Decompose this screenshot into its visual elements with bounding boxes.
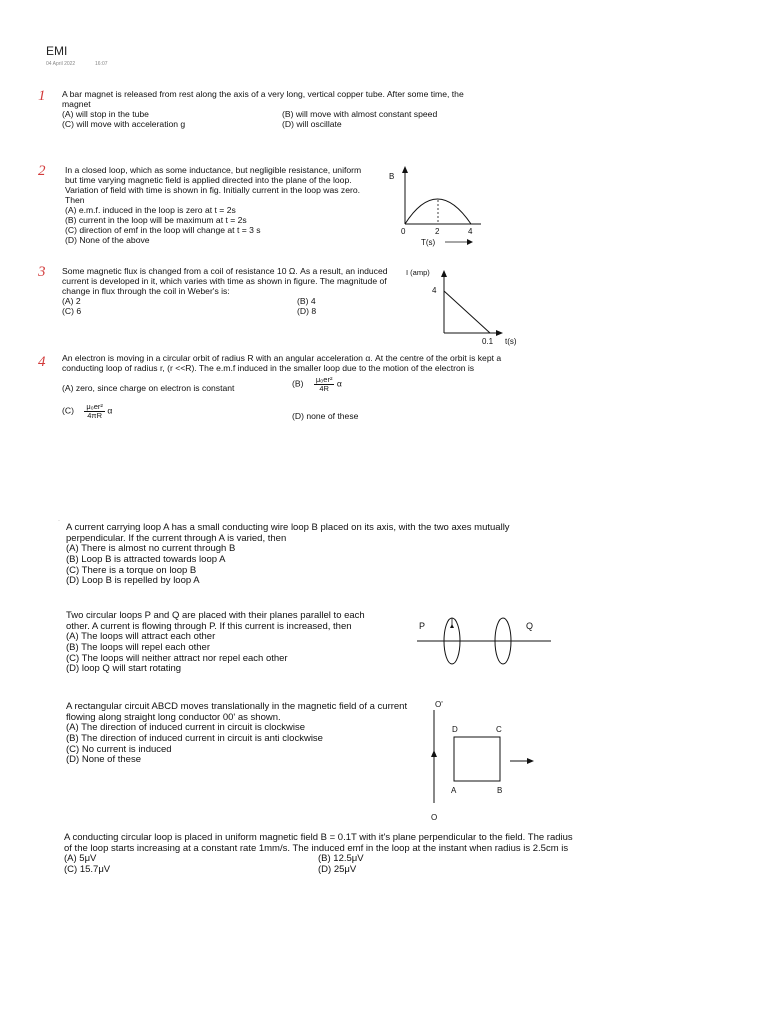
formula-numerator: μ₀er²: [315, 375, 333, 384]
b-vs-t-graph: [385, 162, 495, 252]
formula-numerator: μ₀er²: [86, 402, 103, 411]
question-3: [62, 266, 392, 316]
question-6: [66, 611, 386, 675]
conductor-top-label: O': [435, 700, 443, 709]
question-text: Two circular loops P and Q are placed with their planes parallel to each other. A current is flowing through P. If this current is increased, then: [66, 610, 365, 632]
option-a: (A) The direction of induced current in circuit is clockwise: [66, 722, 306, 734]
vertex-a-label: A: [451, 786, 457, 795]
graph-y-tick: 4: [432, 286, 437, 295]
conductor-and-circuit-figure: [420, 695, 550, 825]
vertex-c-label: C: [496, 725, 502, 734]
graph-y-label: I (amp): [406, 268, 430, 277]
page-time: 16:07: [95, 61, 108, 67]
graph-x-label: T(s): [421, 238, 436, 247]
option-a: (A) 2: [62, 296, 81, 307]
option-d: (D) 8: [297, 306, 317, 317]
option-a: (A) There is almost no current through B: [66, 543, 236, 555]
question-text: A conducting circular loop is placed in uniform magnetic field B = 0.1T with it's plane perpendicular to the field. The radius of the loop starts increasing at a constant rate 1mm/s. The induced emf in the loop at the instant when radius is 2.5cm is: [64, 832, 573, 854]
option-c: (C) direction of emf in the loop will change at t = 3 s: [65, 225, 261, 236]
option-a: (A) The loops will attract each other: [66, 631, 216, 643]
question-text: A rectangular circuit ABCD moves translationally in the magnetic field of a current flowing along straight long conductor 00' as shown.: [66, 701, 408, 723]
option-c: (C) 15.7μV: [64, 863, 111, 875]
graph-tick: 2: [435, 227, 440, 236]
option-d: (D) loop Q will start rotating: [66, 663, 182, 675]
option-c: (C) 6: [62, 306, 82, 317]
question-2: [65, 165, 375, 245]
option-d: (D) 25μV: [318, 863, 357, 875]
vertex-d-label: D: [452, 725, 458, 734]
formula-alpha: α: [336, 378, 342, 389]
question-text: Some magnetic flux is changed from a coil of resistance 10 Ω. As a result, an induced current is developed in it, which varies with time as shown in figure. The magnitude of change in flux through the coil in Weber's is:: [62, 266, 388, 297]
option-c: (C) There is a torque on loop B: [66, 564, 197, 576]
question-number: 3: [38, 264, 46, 280]
option-d: (D) Loop B is repelled by loop A: [66, 575, 200, 587]
question-text: A current carrying loop A has a small conducting wire loop B placed on its axis, with the two axes mutually perpendicular. If the current through A is varied, then: [66, 522, 510, 544]
formula-alpha: α: [107, 405, 113, 416]
option-c: [62, 403, 112, 420]
option-label: (B): [292, 378, 304, 389]
vertex-b-label: B: [497, 786, 503, 795]
loop-p-label: P: [419, 621, 426, 631]
question-4: [62, 353, 532, 373]
option-d: (D) None of the above: [65, 235, 150, 246]
page-date: 04 April 2022: [46, 61, 76, 67]
question-8: [64, 833, 574, 876]
formula-fraction: [314, 376, 335, 393]
option-c: (C) The loops will neither attract nor repel each other: [66, 652, 288, 664]
page-title: EMI: [46, 44, 68, 58]
question-text: A bar magnet is released from rest along the axis of a very long, vertical copper tube. After some time, the magnet: [62, 89, 464, 110]
loop-q-label: Q: [526, 621, 534, 631]
question-number: 4: [38, 354, 46, 370]
option-c: (C) No current is induced: [66, 743, 172, 755]
coaxial-loops-figure: [415, 612, 555, 672]
option-a: (A) e.m.f. induced in the loop is zero at t = 2s: [65, 205, 236, 216]
question-text: An electron is moving in a circular orbit of radius R with an angular acceleration α. At the centre of the orbit is kept a conducting loop of radius r, (r <<R). The e.m.f induced in the smaller loop due to the motion of the electron is: [62, 353, 502, 374]
graph-tick: 0: [401, 227, 406, 236]
graph-tick: 4: [468, 227, 473, 236]
option-c: (C) will move with acceleration g: [62, 119, 186, 130]
option-d: (D) None of these: [66, 754, 141, 766]
option-b: [292, 376, 342, 393]
option-b: (B) Loop B is attracted towards loop A: [66, 553, 226, 565]
conductor-bottom-label: O: [431, 813, 438, 822]
option-b: (B) The loops will repel each other: [66, 641, 210, 653]
option-b: (B) 4: [297, 296, 316, 307]
question-5: [66, 523, 536, 587]
option-a: (A) zero, since charge on electron is constant: [62, 383, 235, 393]
formula-fraction: [84, 403, 105, 420]
i-vs-t-graph: [402, 263, 522, 348]
bullet-marker: ·: [58, 518, 60, 524]
option-a: (A) 5μV: [64, 853, 97, 865]
option-b: (B) 12.5μV: [318, 853, 364, 865]
option-b: (B) will move with almost constant speed: [282, 109, 438, 120]
option-d: (D) will oscillate: [282, 119, 342, 130]
question-number: 1: [38, 88, 46, 104]
formula-denominator: 4πR: [87, 410, 103, 420]
graph-x-label: t(s): [505, 337, 517, 346]
option-b: (B) The direction of induced current in circuit is anti clockwise: [66, 732, 323, 744]
question-text: In a closed loop, which as some inductance, but negligible resistance, uniform but time varying magnetic field is applied directed into the plane of the loop. Variation of field with time is shown in fig. Initially current in the loop was zero. Then: [65, 165, 362, 206]
option-label: (C): [62, 405, 74, 416]
formula-denominator: 4R: [319, 383, 329, 393]
option-a: (A) will stop in the tube: [62, 109, 149, 120]
option-d: (D) none of these: [292, 411, 359, 421]
question-number: 2: [38, 163, 46, 179]
question-7: [66, 702, 426, 766]
graph-y-label: B: [389, 172, 395, 181]
question-1: [62, 89, 482, 129]
graph-x-tick: 0.1: [482, 337, 494, 346]
option-b: (B) current in the loop will be maximum at t = 2s: [65, 215, 247, 226]
